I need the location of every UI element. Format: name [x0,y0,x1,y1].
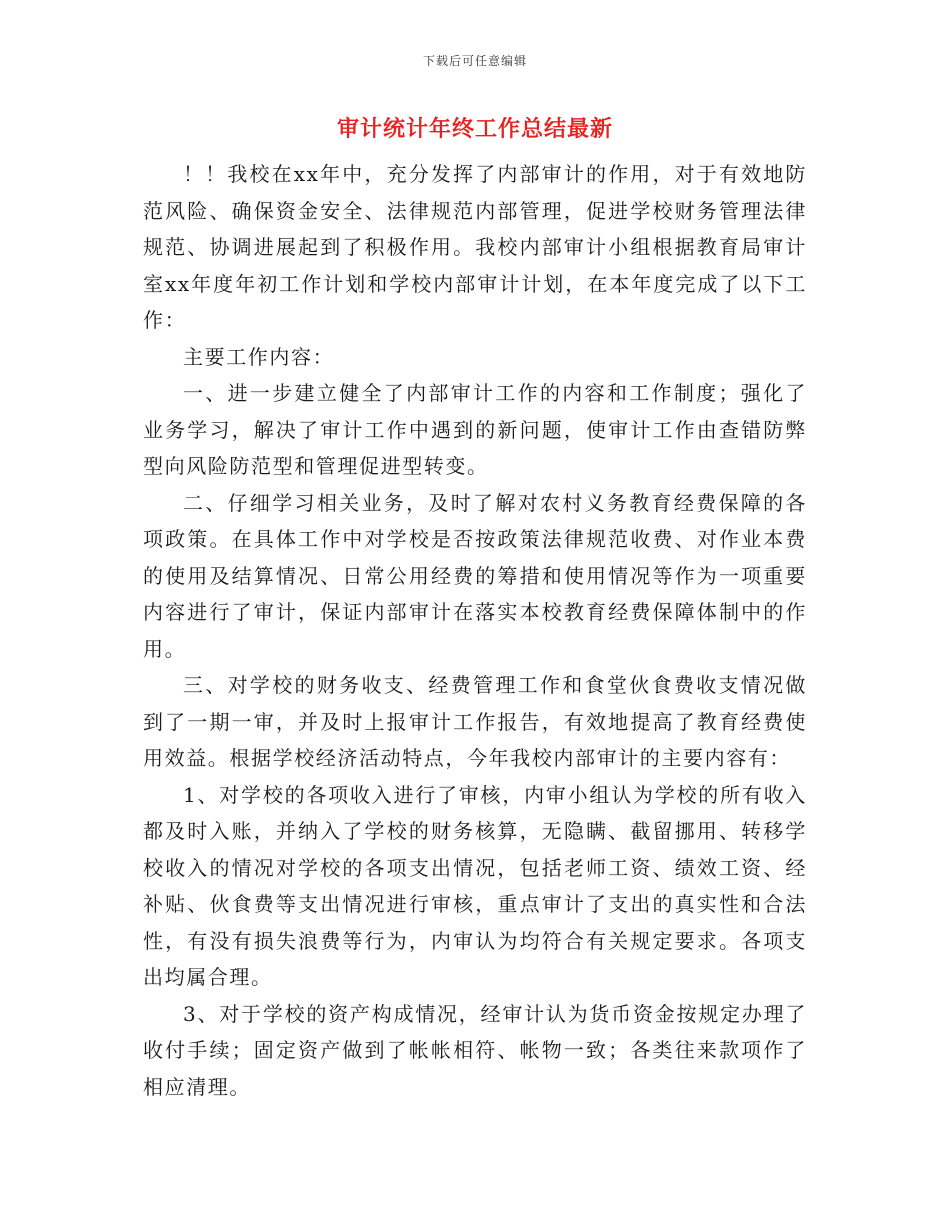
document-title: 审计统计年终工作总结最新 [336,116,613,142]
paragraph-item-2: 二、仔细学习相关业务，及时了解对农村义务教育经费保障的各项政策。在具体工作中对学校是否按政策法律规范收费、对作业本费的使用及结算情况、日常公用经费的筹措和使用情况等作为一项重要内容进行了审计，保证内部审计在落实本校教育经费保障体制中的作用。 [143,490,807,661]
paragraph-item-1: 一、进一步建立健全了内部审计工作的内容和工作制度；强化了业务学习，解决了审计工作中遇到的新问题，使审计工作由查错防弊型向风险防范型和管理促进型转变。 [143,381,807,478]
paragraph-intro: ！！我校在xx年中，充分发挥了内部审计的作用，对于有效地防范风险、确保资金安全、法律规范内部管理，促进学校财务管理法律规范、协调进展起到了积极作用。我校内部审计小组根据教育局审计室xx年度年初工作计划和学校内部审计计划，在本年度完成了以下工作： [143,162,807,332]
paragraph-subitem-3: 3、对于学校的资产构成情况，经审计认为货币资金按规定办理了收付手续；固定资产做到了帐帐相符、帐物一致；各类往来款项作了相应清理。 [143,1001,807,1099]
paragraph-item-3: 三、对学校的财务收支、经费管理工作和食堂伙食费收支情况做到了一期一审，并及时上报审计工作报告，有效地提高了教育经费使用效益。根据学校经济活动特点，今年我校内部审计的主要内容有： [143,673,807,770]
document-body [143,156,807,1105]
paragraph-main-content-heading: 主要工作内容： [183,344,335,369]
page-header: 下载后可任意编辑 [422,54,527,68]
paragraph-subitem-1: 1、对学校的各项收入进行了审核，内审小组认为学校的所有收入都及时入账，并纳入了学校的财务核算，无隐瞒、截留挪用、转移学校收入的情况对学校的各项支出情况，包括老师工资、绩效工资、经补贴、伙食费等支出情况进行审核，重点审计了支出的真实性和合法性，有没有损失浪费等行为，内审认为均符合有关规定要求。各项支出均属合理。 [143,782,807,989]
